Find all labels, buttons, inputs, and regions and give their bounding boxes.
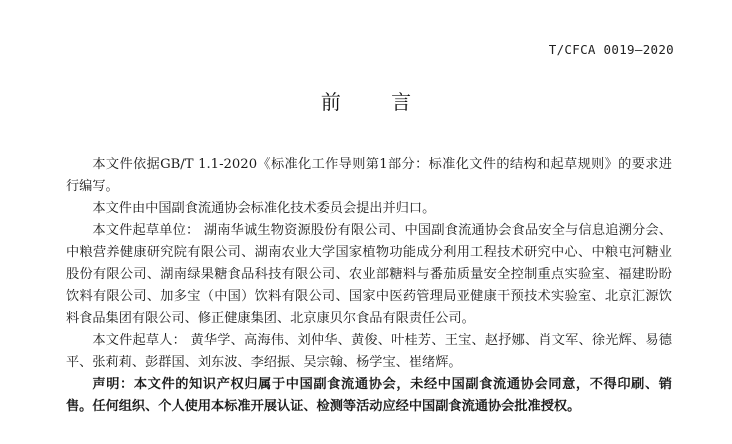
paragraph-drafting-basis: 本文件依据GB/T 1.1-2020《标准化工作导则第1部分：标准化文件的结构和起草规则》的要求进行编写。: [66, 157, 672, 194]
page-title: 前 言: [320, 90, 434, 114]
paragraph-drafters: 本文件起草人： 黄华学、高海伟、刘仲华、黄俊、叶桂芳、王宝、赵抒娜、肖文军、徐光辉、易德平、张莉莉、彭群国、刘东波、李绍振、吴宗翰、杨学宝、崔绪辉。: [66, 333, 672, 370]
paragraph-proposer: 本文件由中国副食流通协会标准化技术委员会提出并归口。: [92, 201, 436, 216]
paragraph-drafting-units: 本文件起草单位： 湖南华诚生物资源股份有限公司、中国副食流通协会食品安全与信息追溯分会、中粮营养健康研究院有限公司、湖南农业大学国家植物功能成分利用工程技术研究中心、中粮屯河糖业股份有限公司、湖南绿果糖食品科技有限公司、农业部糖料与番茄质量安全控制重点实验室、福建盼盼饮料有限公司、加多宝（中国）饮料有限公司、国家中医药管理局亚健康干预技术实验室、北京汇源饮料食品集团有限公司、修正健康集团、北京康贝尔食品有限责任公司。: [66, 223, 672, 326]
foreword-body: [66, 154, 672, 418]
paragraph-ip-statement: 声明：本文件的知识产权归属于中国副食流通协会，未经中国副食流通协会同意，不得印刷、销售。任何组织、个人使用本标准开展认证、检测等活动应经中国副食流通协会批准授权。: [66, 377, 672, 414]
document-code: T/CFCA 0019—2020: [548, 42, 674, 57]
